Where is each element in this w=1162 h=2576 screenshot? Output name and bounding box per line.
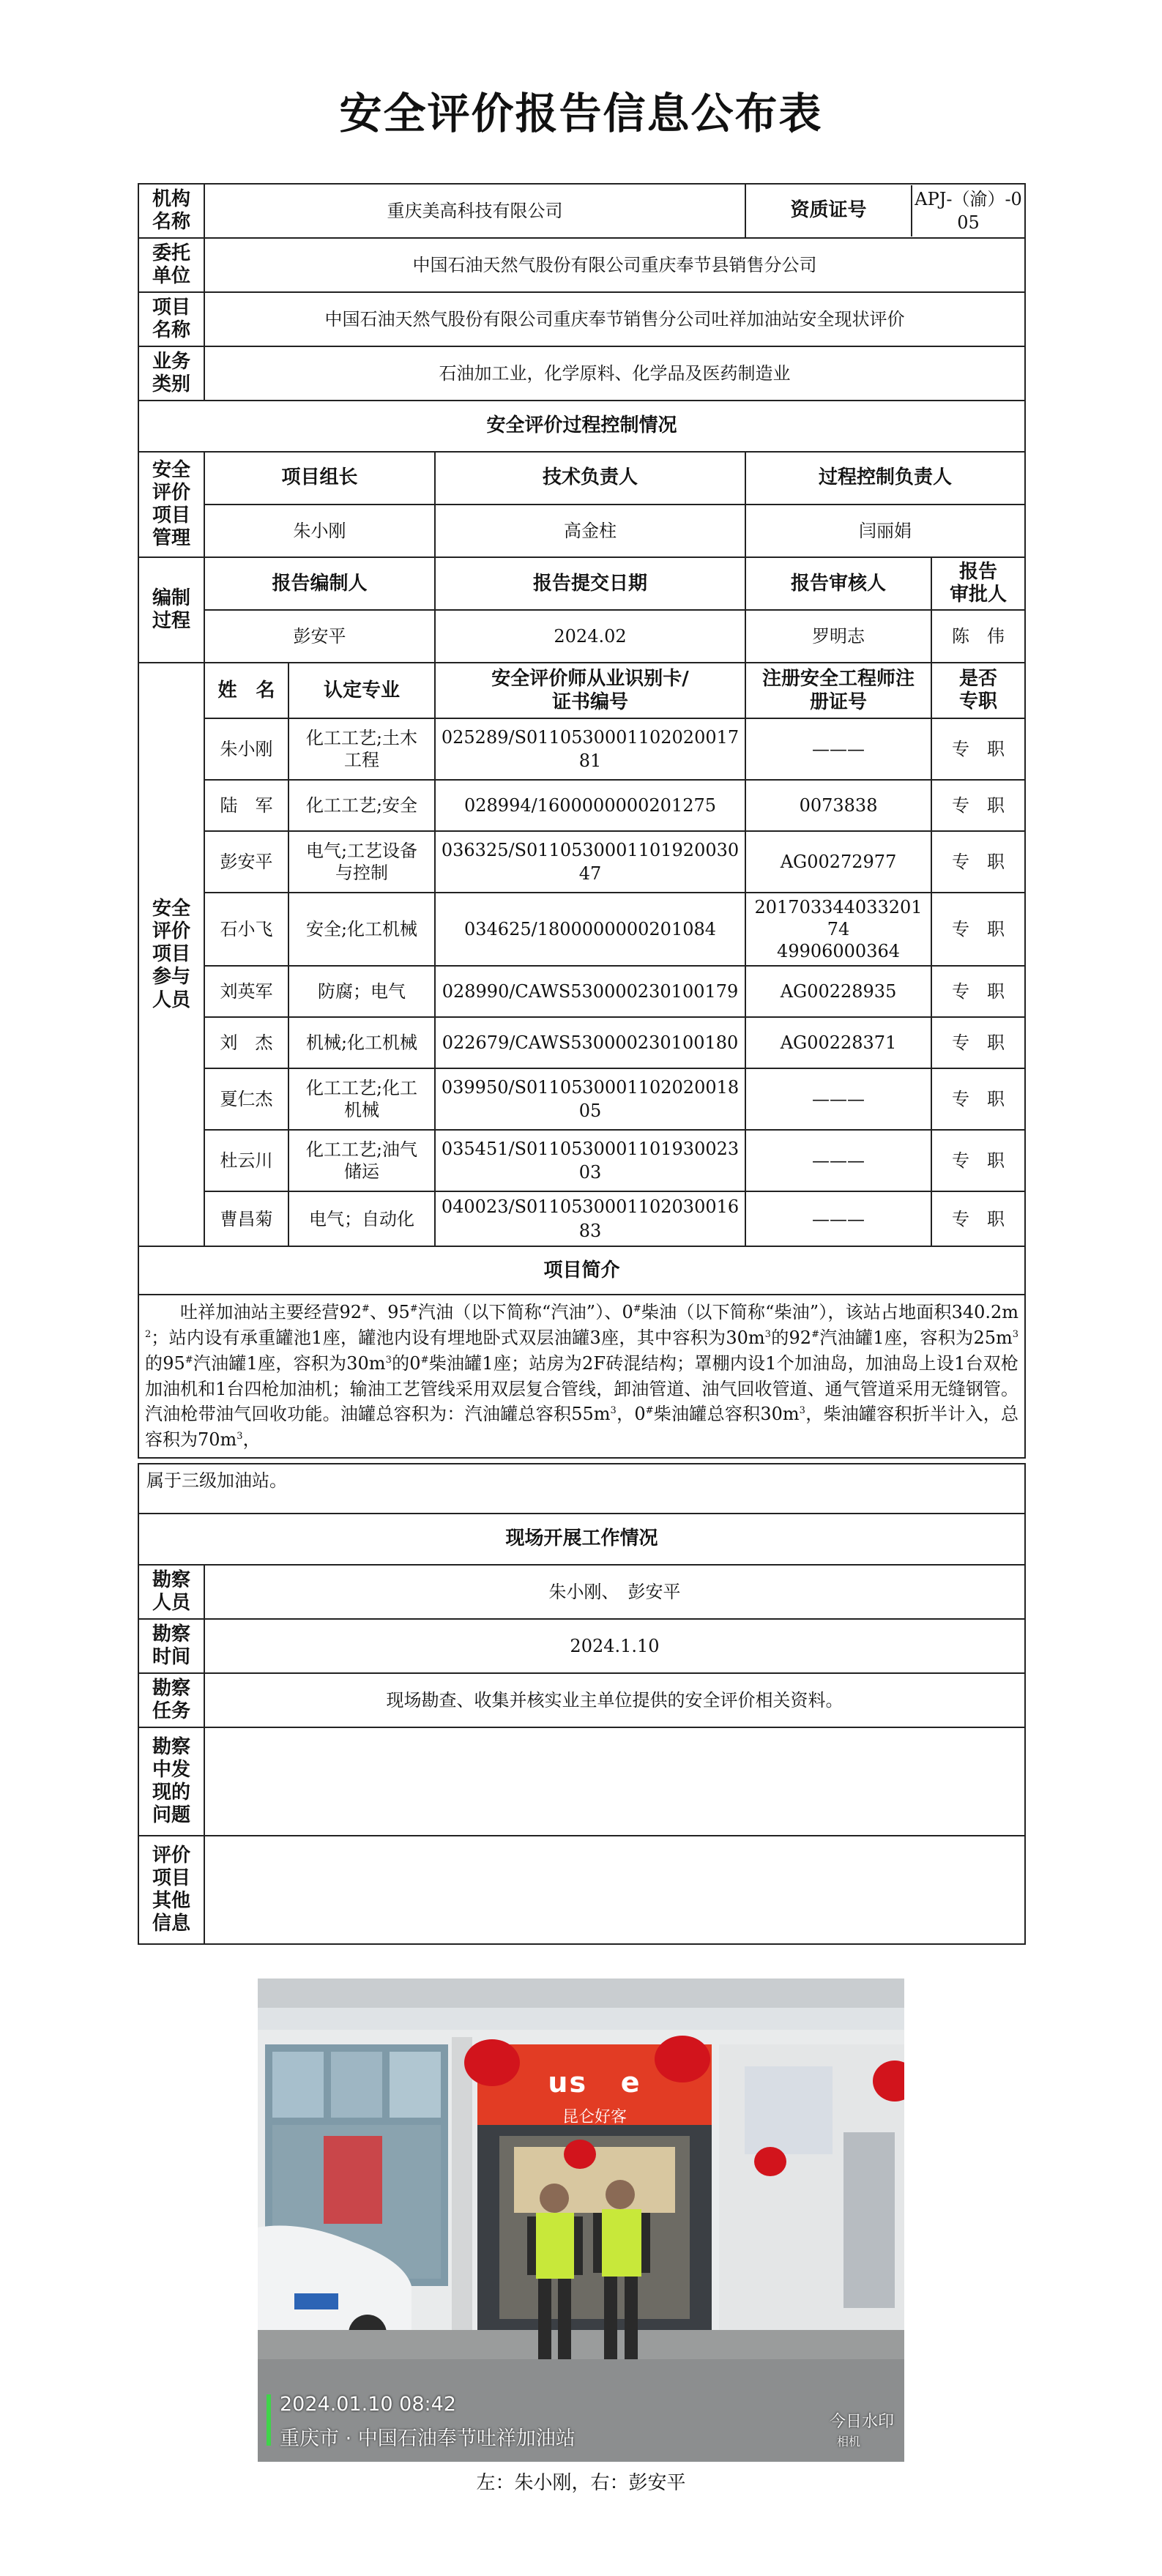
compile-value-approver: 陈 伟 [931,610,1025,663]
part-header-card: 安全评价师从业识别卡/ 证书编号 [435,663,745,718]
part-card: 036325/S011053000110192003047 [435,831,745,893]
table-row [138,1130,1025,1191]
table-row [138,893,1025,966]
part-full: 专 职 [931,1191,1025,1246]
site-value-task: 现场勘查、收集并核实业主单位提供的安全评价相关资料。 [204,1673,1025,1727]
info-table [138,183,1026,1459]
intro-text: 吐祥加油站主要经营92#、95#汽油（以下简称“汽油”）、0#柴油（以下简称“柴油”），该站占地面积$340.2m^2$；站内设有承重罐池1座，罐池内设有埋地卧式双层油罐3座，其中容积为$30m^3$的92#汽油罐1座，容积为$25m^3$的95#汽油罐1座，容积为$30m^3$的0#柴油罐1座；站房为2F砖混结构；罩棚内设1个加油岛，加油岛上设1台双枪加油机和1台四枪加油机；输油工艺管线采用双层复合管线，卸油管道、油气回收管道、通气管道采用无缝钢管。汽油枪带油气回收功能。油罐总容积为：汽油罐总容积$55m^3$，0#柴油罐总容积$30m^3$，柴油罐容积折半计入，总容积为$70m^3$， [138,1295,1025,1458]
site-photo-illustration [258,1978,904,2462]
mgmt-value-control: 闫丽娟 [745,505,1025,557]
project-label: 项目 名称 [138,292,204,346]
mgmt-label: 安全 评价 项目 管理 [138,452,204,557]
part-major: 化工工艺;化工 机械 [288,1068,435,1130]
table-row [138,966,1025,1017]
part-major: 防腐；电气 [288,966,435,1017]
part-card: 039950/S011053000110202001805 [435,1068,745,1130]
part-reg: 20170334403320174 49906000364 [745,893,931,966]
site-photo [258,1978,904,2462]
part-full: 专 职 [931,718,1025,780]
part-card: 034625/1800000000201084 [435,893,745,966]
compile-header-reviewer: 报告审核人 [745,557,931,610]
project-value: 中国石油天然气股份有限公司重庆奉节销售分公司吐祥加油站安全现状评价 [204,292,1025,346]
site-value-people: 朱小刚、 彭安平 [204,1565,1025,1619]
part-card: 040023/S011053000110203001683 [435,1191,745,1246]
qual-value-cell: APJ-（渝）-005 [915,188,1022,233]
part-header-name: 姓 名 [204,663,288,718]
part-name: 朱小刚 [204,718,288,780]
part-name: 刘英军 [204,966,288,1017]
part-full: 专 职 [931,1017,1025,1068]
part-name: 刘 杰 [204,1017,288,1068]
part-major: 机械;化工机械 [288,1017,435,1068]
site-label-task: 勘察 任务 [138,1673,204,1727]
part-name: 彭安平 [204,831,288,893]
part-reg: ——— [745,1191,931,1246]
part-card: 028994/1600000000201275 [435,780,745,831]
part-card: 025289/S011053000110202001781 [435,718,745,780]
part-full: 专 职 [931,780,1025,831]
part-name: 陆 军 [204,780,288,831]
site-label-time: 勘察 时间 [138,1619,204,1673]
part-major: 化工工艺;安全 [288,780,435,831]
part-full: 专 职 [931,966,1025,1017]
part-header-reg: 注册安全工程师注 册证号 [745,663,931,718]
process-section-title: 安全评价过程控制情况 [138,401,1025,452]
part-major: 安全;化工机械 [288,893,435,966]
part-reg: AG00228935 [745,966,931,1017]
compile-header-approver: 报告 审批人 [931,557,1025,610]
part-card: 022679/CAWS530000230100180 [435,1017,745,1068]
part-card: 028990/CAWS530000230100179 [435,966,745,1017]
store-subsign: 昆仑好客 [562,2108,627,2126]
mgmt-value-tech: 高金柱 [435,505,745,557]
site-value-time: 2024.1.10 [204,1619,1025,1673]
part-name: 杜云川 [204,1130,288,1191]
participants-label: 安全 评价 项目 参与 人员 [138,663,204,1246]
compile-value-author: 彭安平 [204,610,435,663]
table-row [138,831,1025,893]
compile-header-author: 报告编制人 [204,557,435,610]
page-title: 安全评价报告信息公布表 [339,89,823,138]
part-name: 石小飞 [204,893,288,966]
compile-header-date: 报告提交日期 [435,557,745,610]
photo-location: 重庆市 · 中国石油奉节吐祥加油站 [280,2427,576,2450]
part-reg: AG00228371 [745,1017,931,1068]
part-reg: ——— [745,1130,931,1191]
qual-label-cell: 资质证号 [746,185,912,237]
part-full: 专 职 [931,1068,1025,1130]
table-row [138,1017,1025,1068]
org-label: 机构 名称 [138,184,204,238]
site-label-issues: 勘察 中发 现的 问题 [138,1727,204,1836]
store-sign: us e [548,2066,641,2099]
client-label: 委托 单位 [138,238,204,292]
part-full: 专 职 [931,831,1025,893]
site-table [138,1463,1026,1945]
part-full: 专 职 [931,893,1025,966]
intro-continuation: 属于三级加油站。 [138,1464,1025,1514]
client-value: 中国石油天然气股份有限公司重庆奉节县销售分公司 [204,238,1025,292]
photo-watermark-sub: 相机 [836,2435,860,2449]
compile-value-date: 2024.02 [435,610,745,663]
table-row [138,1191,1025,1246]
part-major: 电气；自动化 [288,1191,435,1246]
table-row [138,1068,1025,1130]
part-reg: ——— [745,1068,931,1130]
table-row [138,718,1025,780]
mgmt-header-tech: 技术负责人 [435,452,745,505]
org-value: 重庆美高科技有限公司 [204,184,745,238]
part-reg: ——— [745,718,931,780]
part-major: 化工工艺;油气 储运 [288,1130,435,1191]
business-value: 石油加工业，化学原料、化学品及医药制造业 [204,346,1025,401]
part-reg: AG00272977 [745,831,931,893]
part-major: 电气;工艺设备 与控制 [288,831,435,893]
qual-value [745,184,1025,238]
part-header-major: 认定专业 [288,663,435,718]
business-label: 业务 类别 [138,346,204,401]
mgmt-value-leader: 朱小刚 [204,505,435,557]
part-name: 夏仁杰 [204,1068,288,1130]
site-section-title: 现场开展工作情况 [138,1514,1025,1565]
intro-section-title: 项目简介 [138,1246,1025,1295]
site-label-other: 评价 项目 其他 信息 [138,1836,204,1944]
mgmt-header-leader: 项目组长 [204,452,435,505]
site-value-other [204,1836,1025,1944]
part-header-full: 是否 专职 [931,663,1025,718]
site-label-people: 勘察 人员 [138,1565,204,1619]
compile-label: 编制 过程 [138,557,204,663]
part-reg: 0073838 [745,780,931,831]
photo-caption: 左：朱小刚，右：彭安平 [476,2472,686,2494]
mgmt-header-control: 过程控制负责人 [745,452,1025,505]
part-full: 专 职 [931,1130,1025,1191]
part-name: 曹昌菊 [204,1191,288,1246]
part-major: 化工工艺;土木 工程 [288,718,435,780]
site-value-issues [204,1727,1025,1836]
compile-value-reviewer: 罗明志 [745,610,931,663]
part-card: 035451/S011053000110193002303 [435,1130,745,1191]
table-row [138,780,1025,831]
photo-timestamp: 2024.01.10 08:42 [280,2393,456,2416]
photo-watermark: 今日水印 [829,2413,894,2431]
